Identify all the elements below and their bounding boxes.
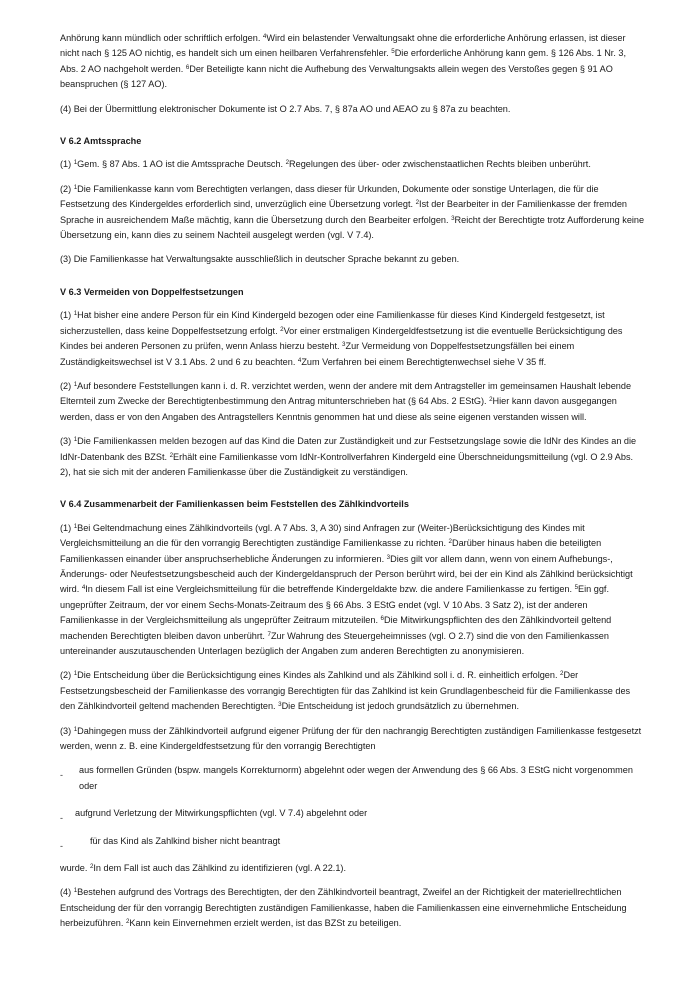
sentence-number: 2	[125, 918, 130, 926]
sentence-number: 1	[73, 670, 78, 678]
bullet-marker: -	[60, 770, 63, 781]
sentence-number: 6	[380, 615, 384, 623]
sentence-number: 3	[342, 341, 346, 349]
sentence-number: 5	[574, 584, 579, 592]
paragraph	[60, 379, 645, 425]
sentence-number: 3	[451, 214, 455, 222]
sentence-number: 2	[169, 451, 174, 459]
sentence-text: Die Mitwirkungspflichten des den Zählkindvorteil geltend machenden Berechtigten bleiben davon unberührt.	[60, 615, 612, 641]
sentence-text: Ist der Bearbeiter in der Familienkasse der fremden Sprache in ausreichendem Maße mächtig, kann die Übersetzung durch den Bearbeiter erfolgen.	[60, 199, 627, 225]
sentence-number: 1	[73, 380, 78, 388]
sentence-text: (1)	[60, 522, 74, 533]
sentence-text: Gem. § 87 Abs. 1 AO ist die Amtssprache Deutsch.	[77, 159, 286, 170]
sentence-number: 7	[267, 630, 271, 638]
sentence-number: 6	[185, 63, 190, 71]
sentence-number: 2	[280, 325, 284, 333]
paragraph	[60, 885, 645, 931]
sentence-number: 1	[73, 436, 78, 444]
sentence-text: (1)	[60, 159, 74, 170]
list-item	[60, 834, 645, 849]
sentence-text: (4)	[60, 887, 74, 898]
sentence-text: Zur Wahrung des Steuergeheimnisses (vgl. O 2.7) sind die von den Familienkassen untereinander auszutauschenden Unterlagen bezüglich der Angaben zum anderen Berechtigten zu anonymisieren.	[60, 630, 609, 656]
sentence-number: 3	[278, 701, 282, 709]
paragraph	[60, 31, 645, 93]
sentence-number: 1	[73, 159, 78, 167]
sentence-text: Zur Vermeidung von Doppelfestsetzungsfällen bei einem Zuständigkeitswechsel ist V 3.1 Abs. 2 und 6 zu beachten.	[60, 341, 575, 367]
sentence-number: 1	[73, 183, 78, 191]
paragraph	[60, 724, 645, 755]
sentence-text: In dem Fall ist auch das Zählkind zu identifizieren (vgl. A 22.1).	[93, 863, 346, 874]
sentence-text: Wird ein belastender Verwaltungsakt ohne die erforderliche Anhörung erlassen, ist dieser nicht nach § 125 AO nichtig, es handelt sich um einen heilbaren Verfahrensfehler.	[60, 33, 626, 59]
sentence-number: 1	[73, 887, 78, 895]
sentence-number: 2	[285, 159, 290, 167]
sentence-number: 1	[73, 522, 78, 530]
sentence-text: Zum Verfahren bei einem Berechtigtenwechsel siehe V 35 ff.	[301, 356, 547, 367]
bullet-list	[60, 763, 645, 849]
paragraph	[60, 861, 645, 876]
sentence-text: Der Beteiligte kann nicht die Aufhebung des Verwaltungsakts allein wegen des Verstoßes gegen § 91 AO beanspruchen (§ 127 AO).	[60, 63, 613, 90]
sentence-number: 5	[391, 48, 395, 56]
sentence-text: Die Familienkassen melden bezogen auf das Kind die Daten zur Zuständigkeit und zur Festsetzungslage sowie die IdNr des Kindes an die IdNr-Datenbank des BZSt.	[60, 436, 637, 462]
bullet-marker: -	[60, 840, 63, 851]
sentence-text: In diesem Fall ist eine Vergleichsmitteilung für die betreffende Kindergeldakte bzw. die andere Familienkasse zu fertigen.	[85, 584, 575, 595]
bullet-marker: -	[60, 813, 63, 824]
sentence-text: Anhörung kann mündlich oder schriftlich erfolgen.	[60, 33, 263, 43]
sentence-text: Der Festsetzungsbescheid der Familienkasse des vorrangig Berechtigten für das Zahlkind ist kein Grundlagenbescheid für die Familienkasse des den Zählkindvorteil geltend machenden Berechtigten.	[60, 670, 631, 712]
sentence-text: Bei Geltendmachung eines Zählkindvorteils (vgl. A 7 Abs. 3, A 30) sind Anfragen zur (Weiter-)Berücksichtigung des Kindes mit Vergleichsmitteilung an die für den vorrangig Berechtigten zuständige Familienkasse zu richten.	[60, 522, 585, 549]
sentence-text: (3)	[60, 725, 74, 736]
sentence-text: Reicht der Berechtigte trotz Aufforderung keine Übersetzung ein, kann dies zu seinem Nachteil ausgelegt werden (vgl. V 7.4).	[60, 214, 645, 241]
sentence-text: Die Entscheidung ist jedoch grundsätzlich zu übernehmen.	[281, 701, 519, 712]
sentence-text: Dies gilt vor allem dann, wenn von einem Aufhebungs-, Änderungs- oder Neufestsetzungsbescheid auch der Kindergeldanspruch der Person berührt wird, bei der ein Kind als Zählkind berücksichtigt wird.	[60, 553, 633, 595]
paragraph	[60, 668, 645, 714]
sentence-number: 2	[560, 670, 564, 678]
sentence-text: Ein ggf. ungeprüfter Zeitraum, der vor einem Sechs-Monats-Zeitraum des § 66 Abs. 3 EStG endet (vgl. V 10 Abs. 3 Satz 2), ist der anderen Familienkasse in der Vergleichsmitteilung als ungeprüfter Zeitraum mitzuteilen.	[60, 584, 609, 626]
paragraph	[60, 182, 645, 244]
sentence-text: Regelungen des über- oder zwischenstaatlichen Rechts bleiben unberührt.	[289, 159, 591, 170]
sentence-number: 1	[73, 310, 78, 318]
sentence-number: 2	[415, 199, 420, 207]
sentence-text: (3) Die Familienkasse hat Verwaltungsakte ausschließlich in deutscher Sprache bekannt zu geben.	[60, 254, 460, 265]
sentence-text: (2)	[60, 670, 74, 681]
sentence-text: (4) Bei der Übermittlung elektronischer Dokumente ist O 2.7 Abs. 7, § 87a AO und AEAO zu § 87a zu beachten.	[60, 103, 511, 114]
sentence-number: 4	[81, 584, 86, 592]
sentence-number: 3	[386, 553, 391, 561]
sentence-number: 2	[489, 396, 493, 404]
sentence-text: Auf besondere Feststellungen kann i. d. R. verzichtet werden, wenn der andere mit dem Antragsteller im gemeinsamen Haushalt lebende Elternteil zum Zwecke der Berechtigtenbestimmung den Antrag mitunterschrieben hat (§ 64 Abs. 2 EStG).	[60, 380, 632, 407]
sentence-number: 4	[297, 356, 302, 364]
paragraph	[60, 157, 645, 172]
sentence-text: (3)	[60, 436, 74, 447]
sentence-number: 2	[448, 538, 452, 546]
sentence-text: (2)	[60, 183, 74, 194]
sentence-number: 2	[89, 863, 94, 871]
sentence-number: 4	[262, 33, 267, 40]
sentence-text: wurde.	[60, 863, 90, 874]
sentence-text: Kann kein Einvernehmen erzielt werden, ist das BZSt zu beteiligen.	[129, 918, 402, 929]
section-heading: V 6.4 Zusammenarbeit der Familienkassen beim Feststellen des Zählkindvorteils	[60, 499, 409, 510]
paragraph	[60, 308, 645, 370]
list-item	[60, 763, 645, 794]
sentence-text: Bestehen aufgrund des Vortrags des Berechtigten, der den Zählkindvorteil beantragt, Zweifel an der Richtigkeit der materiellrechtlichen Entscheidung der für den vorrangig Berechtigten zuständigen Familienkasse, haben die Familienkassen eine einvernehmliche Entscheidung herbeizuführen.	[60, 887, 627, 929]
sentence-text: Hat bisher eine andere Person für ein Kind Kindergeld bezogen oder eine Familienkasse für dieses Kind Kindergeld festgesetzt, ist sicherzustellen, dass keine Doppelfestsetzung erfolgt.	[60, 310, 605, 336]
section-heading: V 6.2 Amtssprache	[60, 136, 142, 147]
sentence-text: Die Entscheidung über die Berücksichtigung eines Kindes als Zahlkind und als Zählkind soll i. d. R. einheitlich erfolgen.	[77, 670, 561, 681]
document-page	[60, 31, 645, 932]
section-heading: V 6.3 Vermeiden von Doppelfestsetzungen	[60, 286, 244, 297]
sentence-text: Dahingegen muss der Zählkindvorteil aufgrund eigener Prüfung der für den nachrangig Berechtigten zuständigen Familienkasse festgesetzt werden, wenn z. B. eine Kindergeldfestsetzung für den vorrangig Berechtigten	[60, 725, 642, 752]
paragraph	[60, 521, 645, 660]
paragraph	[60, 102, 645, 117]
list-item-text: aufgrund Verletzung der Mitwirkungspflichten (vgl. V 7.4) abgelehnt oder	[75, 808, 368, 819]
sentence-number: 1	[73, 725, 78, 733]
paragraph	[60, 252, 645, 267]
sentence-text: Vor einer erstmaligen Kindergeldfestsetzung ist die eventuelle Berücksichtigung des Kindes bei anderen Personen zu prüfen, wenn Anlass hierzu besteht.	[60, 325, 623, 352]
sentence-text: Darüber hinaus haben die beteiligten Familienkassen einander über anspruchserhebliche Änderungen zu informieren.	[60, 538, 602, 564]
sentence-text: (2)	[60, 380, 74, 391]
sentence-text: Erhält eine Familienkasse vom IdNr-Kontrollverfahren Kindergeld eine Überschneidungsmitteilung (vgl. O 2.9 Abs. 2), hat sie sich mit der anderen Familienkasse über die Zuständigkeit zu verständigen.	[60, 451, 634, 477]
paragraph	[60, 434, 645, 480]
sentence-text: Die erforderliche Anhörung kann gem. § 126 Abs. 1 Nr. 3, Abs. 2 AO nachgeholt werden.	[60, 48, 627, 74]
sentence-text: (1)	[60, 310, 74, 321]
list-item	[60, 806, 645, 824]
list-item-text: für das Kind als Zahlkind bisher nicht beantragt	[90, 835, 281, 846]
sentence-text: Die Familienkasse kann vom Berechtigten verlangen, dass dieser für Urkunden, Dokumente oder sonstige Unterlagen, die für die Festsetzung des Kindergeldes erforderlich sind, unverzüglich eine Übersetzung vorlegt.	[60, 183, 599, 210]
sentence-text: Hier kann davon ausgegangen werden, dass er von den Angaben des Antragstellers Kenntnis genommen hat und diese als seine eigenen verstanden wissen will.	[60, 396, 617, 422]
list-item-text: aus formellen Gründen (bspw. mangels Korrekturnorm) abgelehnt oder wegen der Anwendung des § 66 Abs. 3 EStG nicht vorgenommen oder	[79, 765, 633, 791]
